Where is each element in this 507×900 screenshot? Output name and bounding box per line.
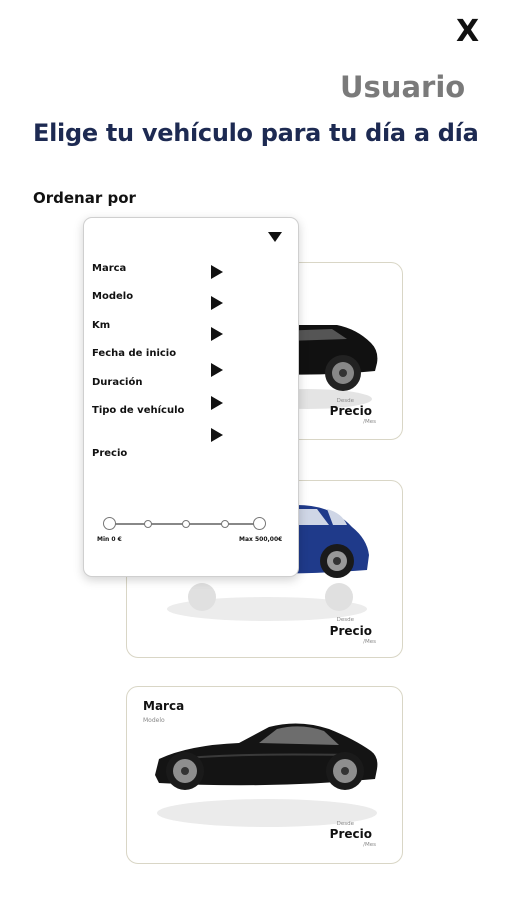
price-slider-min-handle[interactable] [103, 517, 116, 530]
price-slider-max-handle[interactable] [253, 517, 266, 530]
sort-option-precio[interactable]: Precio [92, 448, 128, 459]
per-month-label: /Mes [363, 842, 376, 848]
price-label: Precio [329, 827, 372, 841]
arrow-right-icon[interactable] [211, 363, 223, 377]
price-min-label: Min 0 € [97, 536, 122, 543]
per-month-label: /Mes [363, 419, 376, 425]
arrow-right-icon[interactable] [211, 265, 223, 279]
sort-option-duracion[interactable]: Duración [92, 377, 143, 388]
arrow-right-icon[interactable] [211, 327, 223, 341]
price-from-label: Desde [336, 821, 354, 827]
user-label[interactable]: Usuario [340, 70, 466, 104]
sort-option-km[interactable]: Km [92, 320, 111, 331]
sort-dropdown[interactable] [83, 217, 299, 577]
price-label: Precio [329, 404, 372, 418]
price-from-label: Desde [336, 398, 354, 404]
per-month-label: /Mes [363, 639, 376, 645]
sort-option-modelo[interactable]: Modelo [92, 291, 134, 302]
price-slider-step [144, 520, 152, 528]
price-slider-step [182, 520, 190, 528]
price-from-label: Desde [336, 617, 354, 623]
close-button[interactable]: X [456, 14, 480, 49]
car-model: Modelo [143, 717, 165, 724]
price-slider-step [221, 520, 229, 528]
arrow-right-icon[interactable] [211, 296, 223, 310]
dropdown-caret-icon[interactable] [268, 232, 282, 242]
arrow-right-icon[interactable] [211, 396, 223, 410]
car-image [149, 715, 384, 835]
sort-option-fecha-inicio[interactable]: Fecha de inicio [92, 348, 177, 359]
arrow-right-icon[interactable] [211, 428, 223, 442]
vehicle-card[interactable] [126, 686, 403, 864]
price-label: Precio [329, 624, 372, 638]
page-title: Elige tu vehículo para tu día a día [33, 119, 479, 147]
price-max-label: Max 500,00€ [239, 536, 283, 543]
sort-option-tipo-vehiculo[interactable]: Tipo de vehículo [92, 405, 185, 416]
sort-by-label: Ordenar por [33, 189, 136, 207]
sort-option-marca[interactable]: Marca [92, 263, 127, 274]
car-brand: Marca [143, 699, 185, 713]
